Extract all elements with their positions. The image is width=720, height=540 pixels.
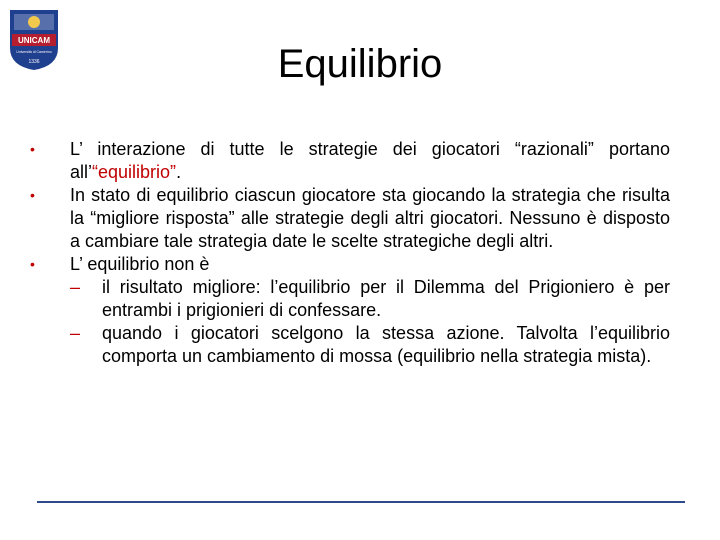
bullet-marker: • [30,187,35,203]
bullet-marker: • [30,256,35,272]
sub-bullet-marker: – [70,323,81,343]
bullet-text-end: . [176,162,182,182]
bullet-item [30,253,670,276]
bullet-text: L’ equilibrio non è [70,254,210,274]
bullet-item [30,184,670,253]
bullet-text: L’ interazione di tutte le strategie dei giocatori “razionali” portano all’ [70,139,670,182]
sub-bullet-item [30,322,670,368]
footer-divider [37,501,685,503]
svg-text:UNICAM: UNICAM [18,36,50,45]
svg-text:1336: 1336 [28,59,40,65]
svg-text:Università di Camerino: Università di Camerino [16,50,52,54]
sub-bullet-text: il risultato migliore: l’equilibrio per il Dilemma del Prigioniero è per entrambi i prigionieri di confessare. [102,277,670,320]
slide-content [30,138,670,368]
slide-title: Equilibrio [277,42,443,86]
highlight-text: “equilibrio” [92,162,177,182]
bullet-text: In stato di equilibrio ciascun giocatore sta giocando la strategia che risulta la “migliore risposta” alle strategie degli altri giocatori. Nessuno è disposto a cambiare tale strategia date le scelte strategiche degli altri. [70,185,670,251]
bullet-marker: • [30,141,35,157]
sub-bullet-item [30,276,670,322]
sub-bullet-text: quando i giocatori scelgono la stessa azione. Talvolta l’equilibrio comporta un cambiamento di mossa (equilibrio nella strategia mista). [102,323,670,366]
bullet-item [30,138,670,184]
sub-bullet-marker: – [70,277,81,297]
